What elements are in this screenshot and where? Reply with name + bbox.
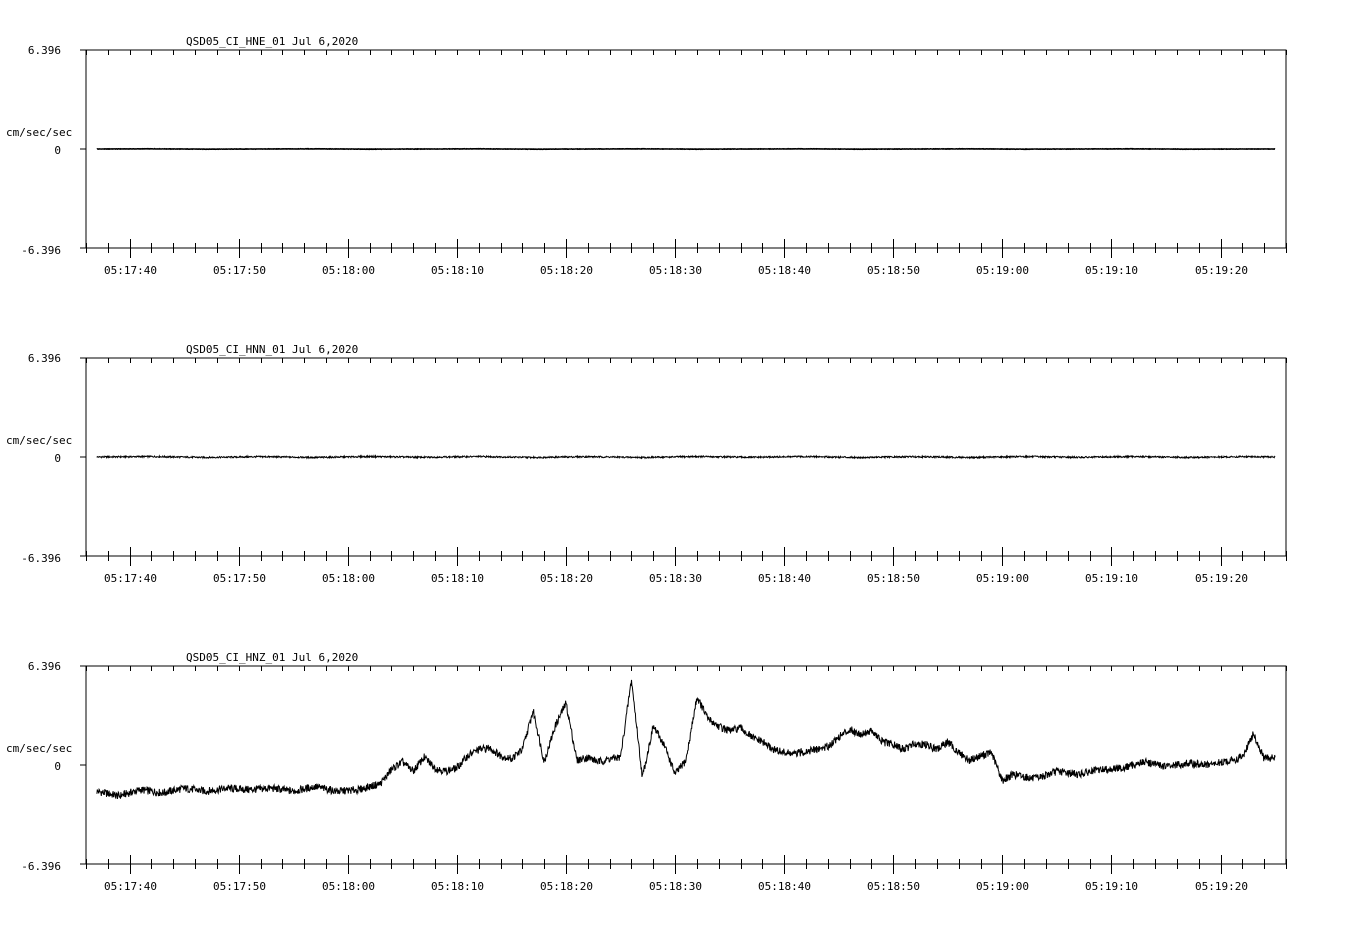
y-tick-label: -6.396 bbox=[21, 860, 61, 873]
y-tick-label: -6.396 bbox=[21, 244, 61, 257]
y-tick-label: 0 bbox=[54, 760, 61, 773]
waveform-trace bbox=[97, 456, 1275, 458]
x-tick-label: 05:17:50 bbox=[213, 880, 266, 893]
x-tick-label: 05:18:30 bbox=[649, 264, 702, 277]
x-tick-label: 05:18:20 bbox=[540, 264, 593, 277]
x-tick-label: 05:18:00 bbox=[322, 572, 375, 585]
chart-panel-2 bbox=[6, 343, 1287, 585]
x-tick-label: 05:18:50 bbox=[867, 264, 920, 277]
y-axis-label: cm/sec/sec bbox=[6, 126, 73, 139]
x-tick-label: 05:18:40 bbox=[758, 572, 811, 585]
x-tick-label: 05:18:10 bbox=[431, 880, 484, 893]
x-tick-label: 05:17:40 bbox=[104, 572, 157, 585]
y-tick-label: 6.396 bbox=[27, 352, 61, 365]
x-tick-label: 05:18:20 bbox=[540, 572, 593, 585]
waveform-trace bbox=[97, 680, 1275, 799]
y-tick-label: 0 bbox=[54, 144, 61, 157]
x-tick-label: 05:18:00 bbox=[322, 264, 375, 277]
x-tick-label: 05:19:10 bbox=[1085, 880, 1138, 893]
chart-panel-1 bbox=[6, 35, 1287, 277]
x-tick-label: 05:18:20 bbox=[540, 880, 593, 893]
x-tick-label: 05:18:40 bbox=[758, 880, 811, 893]
chart-title: QSD05_CI_HNZ_01 Jul 6,2020 bbox=[186, 651, 359, 664]
x-tick-label: 05:19:10 bbox=[1085, 264, 1138, 277]
x-tick-label: 05:18:10 bbox=[431, 264, 484, 277]
x-tick-label: 05:19:00 bbox=[976, 880, 1029, 893]
chart-title: QSD05_CI_HNE_01 Jul 6,2020 bbox=[186, 35, 359, 48]
x-tick-label: 05:19:00 bbox=[976, 264, 1029, 277]
y-tick-label: -6.396 bbox=[21, 552, 61, 565]
waveform-trace bbox=[97, 149, 1275, 150]
x-tick-label: 05:17:50 bbox=[213, 264, 266, 277]
x-tick-label: 05:19:00 bbox=[976, 572, 1029, 585]
x-tick-label: 05:18:10 bbox=[431, 572, 484, 585]
x-tick-label: 05:19:20 bbox=[1195, 880, 1248, 893]
x-tick-label: 05:17:50 bbox=[213, 572, 266, 585]
y-tick-label: 0 bbox=[54, 452, 61, 465]
x-tick-label: 05:18:00 bbox=[322, 880, 375, 893]
x-tick-label: 05:19:20 bbox=[1195, 572, 1248, 585]
y-tick-label: 6.396 bbox=[27, 660, 61, 673]
plot-frame bbox=[86, 666, 1286, 864]
chart-panel-3 bbox=[6, 651, 1287, 893]
x-tick-label: 05:18:30 bbox=[649, 572, 702, 585]
x-tick-label: 05:19:20 bbox=[1195, 264, 1248, 277]
x-tick-label: 05:17:40 bbox=[104, 264, 157, 277]
x-tick-label: 05:18:50 bbox=[867, 572, 920, 585]
x-tick-label: 05:18:40 bbox=[758, 264, 811, 277]
x-tick-label: 05:18:50 bbox=[867, 880, 920, 893]
chart-title: QSD05_CI_HNN_01 Jul 6,2020 bbox=[186, 343, 359, 356]
x-tick-label: 05:19:10 bbox=[1085, 572, 1138, 585]
x-tick-label: 05:18:30 bbox=[649, 880, 702, 893]
x-tick-label: 05:17:40 bbox=[104, 880, 157, 893]
y-axis-label: cm/sec/sec bbox=[6, 742, 73, 755]
y-axis-label: cm/sec/sec bbox=[6, 434, 73, 447]
y-tick-label: 6.396 bbox=[27, 44, 61, 57]
